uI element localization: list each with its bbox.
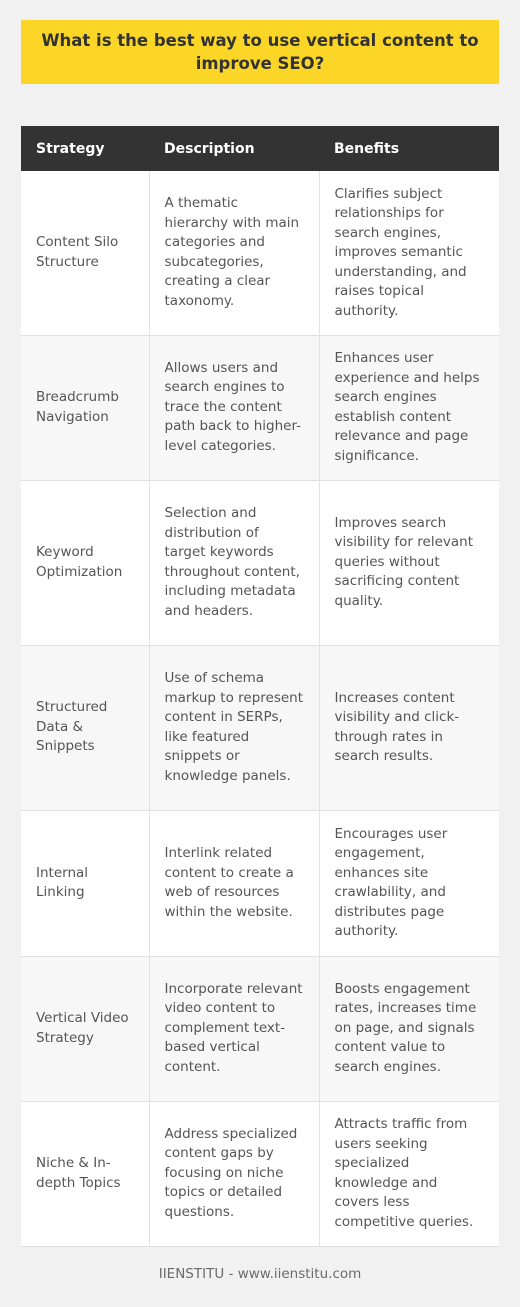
benefits-cell: Clarifies subject relationships for search engines, improves semantic understanding, and raises topical authority. bbox=[319, 171, 499, 335]
page-title: What is the best way to use vertical content to improve SEO? bbox=[41, 31, 479, 73]
description-cell: Interlink related content to create a web of resources within the website. bbox=[149, 810, 319, 956]
table-row bbox=[21, 171, 499, 335]
description-cell: Selection and distribution of target keywords throughout content, including metadata and headers. bbox=[149, 480, 319, 645]
table-row bbox=[21, 1101, 499, 1246]
strategy-cell: Internal Linking bbox=[21, 810, 149, 956]
column-header-description: Description bbox=[149, 126, 319, 171]
strategy-table bbox=[21, 126, 499, 1247]
footer-credit: IIENSTITU - www.iienstitu.com bbox=[158, 1266, 362, 1282]
table-row bbox=[21, 335, 499, 480]
benefits-cell: Attracts traffic from users seeking specialized knowledge and covers less competitive queries. bbox=[319, 1101, 499, 1246]
strategy-cell: Niche & In-depth Topics bbox=[21, 1101, 149, 1246]
strategy-cell: Keyword Optimization bbox=[21, 480, 149, 645]
column-header-benefits: Benefits bbox=[319, 126, 499, 171]
strategy-cell: Vertical Video Strategy bbox=[21, 956, 149, 1101]
strategy-cell: Structured Data & Snippets bbox=[21, 645, 149, 810]
table-row bbox=[21, 810, 499, 956]
benefits-cell: Improves search visibility for relevant queries without sacrificing content quality. bbox=[319, 480, 499, 645]
benefits-cell: Encourages user engagement, enhances site crawlability, and distributes page authority. bbox=[319, 810, 499, 956]
strategy-cell: Content Silo Structure bbox=[21, 171, 149, 335]
table-row bbox=[21, 956, 499, 1101]
title-banner bbox=[21, 20, 499, 84]
table-row bbox=[21, 645, 499, 810]
benefits-cell: Increases content visibility and click-through rates in search results. bbox=[319, 645, 499, 810]
table-header-row bbox=[21, 126, 499, 171]
description-cell: A thematic hierarchy with main categories and subcategories, creating a clear taxonomy. bbox=[149, 171, 319, 335]
column-header-strategy: Strategy bbox=[21, 126, 149, 171]
benefits-cell: Enhances user experience and helps search engines establish content relevance and page significance. bbox=[319, 335, 499, 480]
table-row bbox=[21, 480, 499, 645]
description-cell: Incorporate relevant video content to complement text-based vertical content. bbox=[149, 956, 319, 1101]
benefits-cell: Boosts engagement rates, increases time on page, and signals content value to search engines. bbox=[319, 956, 499, 1101]
description-cell: Allows users and search engines to trace the content path back to higher-level categories. bbox=[149, 335, 319, 480]
strategy-cell: Breadcrumb Navigation bbox=[21, 335, 149, 480]
description-cell: Address specialized content gaps by focusing on niche topics or detailed questions. bbox=[149, 1101, 319, 1246]
description-cell: Use of schema markup to represent content in SERPs, like featured snippets or knowledge panels. bbox=[149, 645, 319, 810]
